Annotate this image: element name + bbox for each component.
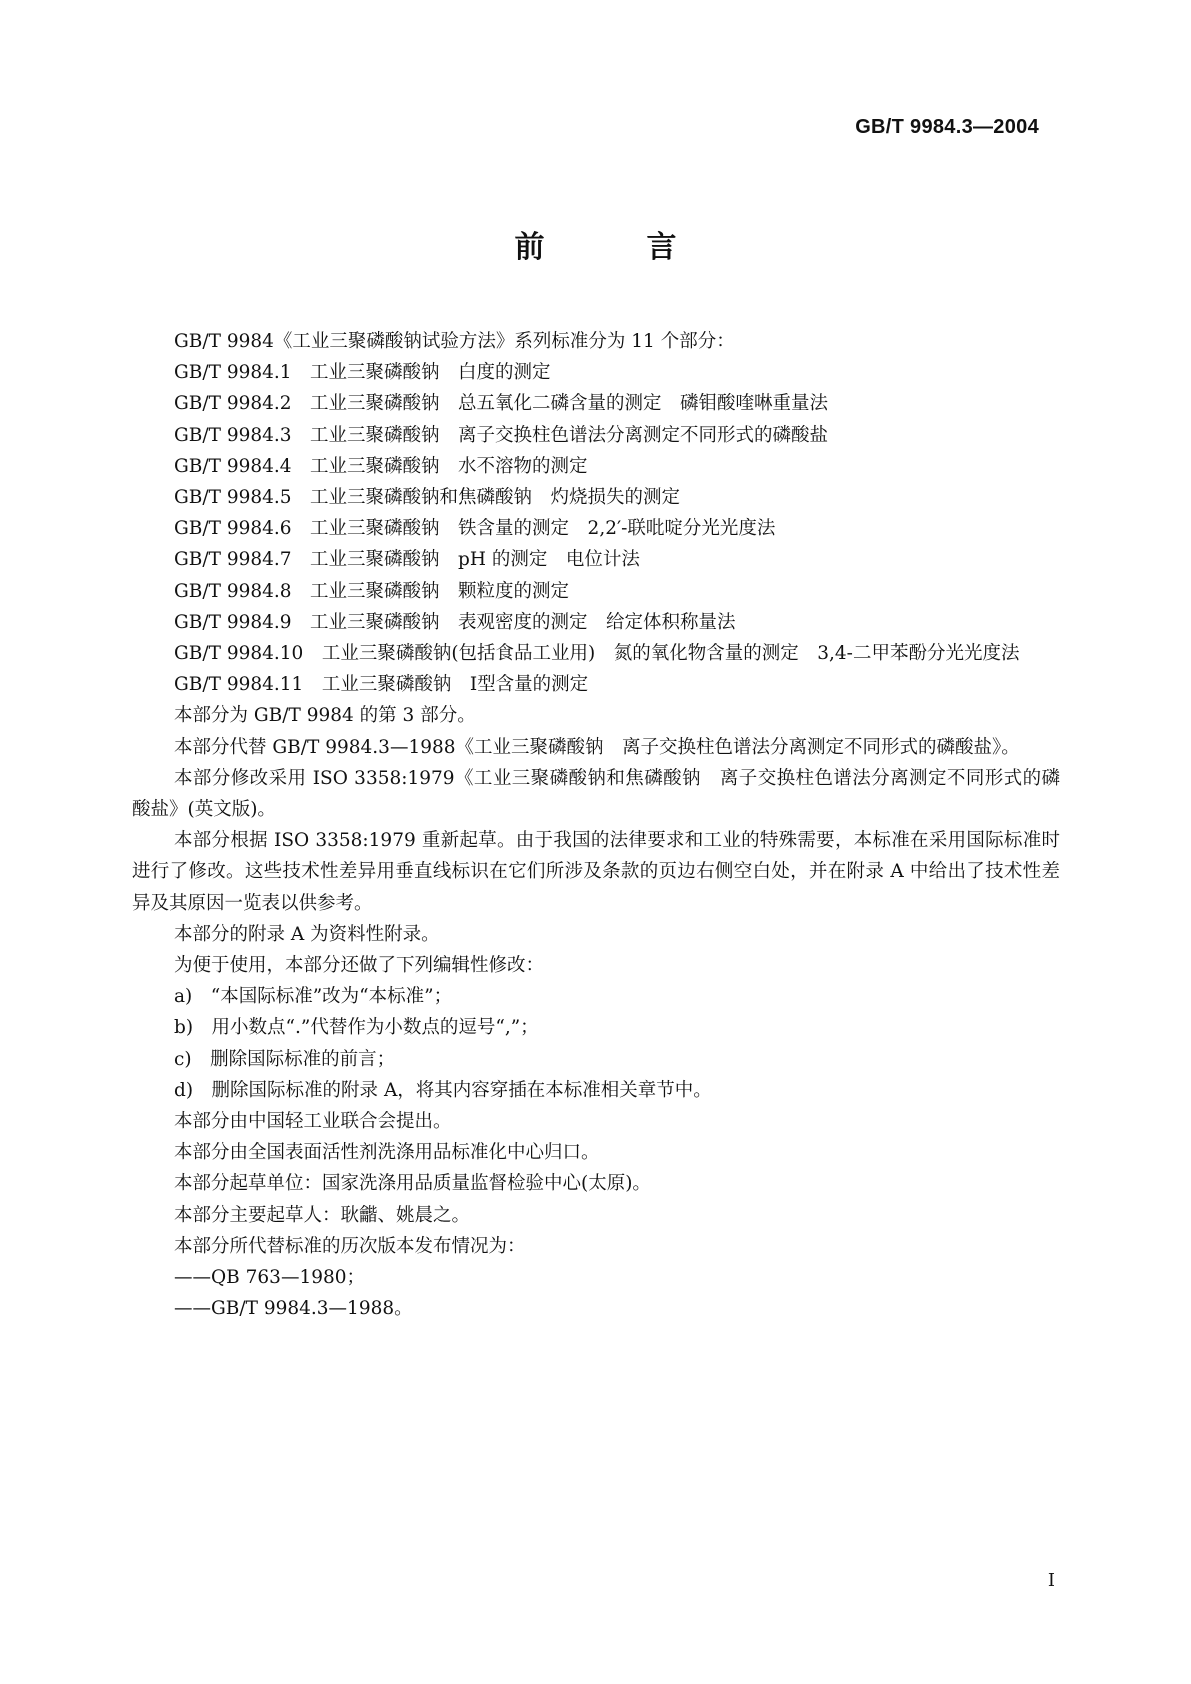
- paragraph-drafting-unit: 本部分起草单位：国家洗涤用品质量监督检验中心(太原)。: [174, 1173, 651, 1195]
- editorial-item-d: d) 删除国际标准的附录 A，将其内容穿插在本标准相关章节中。: [174, 1079, 712, 1101]
- list-item-part-10: GB/T 9984.10 工业三聚磷酸钠(包括食品工业用) 氮的氧化物含量的测定 3,4-二甲苯酚分光光度法: [174, 643, 1020, 665]
- editorial-item-c: c) 删除国际标准的前言；: [174, 1048, 396, 1070]
- list-item-part-5: GB/T 9984.5 工业三聚磷酸钠和焦磷酸钠 灼烧损失的测定: [174, 487, 681, 509]
- paragraph-adoption: 本部分修改采用 ISO 3358:1979《工业三聚磷酸钠和焦磷酸钠 离子交换柱色谱法分离测定不同形式的磷酸盐》(英文版)。: [132, 767, 1060, 821]
- list-item-part-1: GB/T 9984.1 工业三聚磷酸钠 白度的测定: [174, 362, 551, 384]
- page-title: 前 言: [514, 230, 713, 265]
- list-item-part-2: GB/T 9984.2 工业三聚磷酸钠 总五氧化二磷含量的测定 磷钼酸喹啉重量法: [174, 393, 829, 415]
- paragraph-part-number: 本部分为 GB/T 9984 的第 3 部分。: [174, 705, 476, 727]
- paragraph-series-intro: GB/T 9984《工业三聚磷酸钠试验方法》系列标准分为 11 个部分：: [174, 331, 735, 352]
- paragraph-editorial-intro: 为便于使用，本部分还做了下列编辑性修改：: [174, 955, 545, 977]
- standard-code: GB/T 9984.3—2004: [855, 116, 1039, 138]
- foreword-body: [132, 326, 1060, 1325]
- page-number: Ⅰ: [1047, 1570, 1055, 1591]
- history-item-1: ——QB 763—1980；: [174, 1267, 366, 1289]
- paragraph-redrafting: 本部分根据 ISO 3358:1979 重新起草。由于我国的法律要求和工业的特殊需要，本标准在采用国际标准时进行了修改。这些技术性差异用垂直线标识在它们所涉及条款的页边右侧空白处，并在附录 A 中给出了技术性差异及其原因一览表以供参考。: [132, 830, 1060, 914]
- list-item-part-8: GB/T 9984.8 工业三聚磷酸钠 颗粒度的测定: [174, 580, 570, 602]
- list-item-part-4: GB/T 9984.4 工业三聚磷酸钠 水不溶物的测定: [174, 455, 588, 477]
- history-item-2: ——GB/T 9984.3—1988。: [174, 1298, 413, 1320]
- paragraph-history-intro: 本部分所代替标准的历次版本发布情况为：: [174, 1235, 526, 1257]
- paragraph-drafters: 本部分主要起草人：耿龤、姚晨之。: [174, 1204, 471, 1226]
- list-item-part-3: GB/T 9984.3 工业三聚磷酸钠 离子交换柱色谱法分离测定不同形式的磷酸盐: [174, 424, 829, 446]
- paragraph-centralized-by: 本部分由全国表面活性剂洗涤用品标准化中心归口。: [174, 1142, 600, 1164]
- list-item-part-7: GB/T 9984.7 工业三聚磷酸钠 pH 的测定 电位计法: [174, 549, 640, 571]
- list-item-part-6: GB/T 9984.6 工业三聚磷酸钠 铁含量的测定 2,2′-联吡啶分光光度法: [174, 518, 776, 540]
- list-item-part-9: GB/T 9984.9 工业三聚磷酸钠 表观密度的测定 给定体积称量法: [174, 611, 736, 633]
- paragraph-annex: 本部分的附录 A 为资料性附录。: [174, 923, 440, 945]
- editorial-item-b: b) 用小数点“.”代替作为小数点的逗号“,”；: [174, 1017, 539, 1039]
- paragraph-replaces: 本部分代替 GB/T 9984.3—1988《工业三聚磷酸钠 离子交换柱色谱法分离测定不同形式的磷酸盐》。: [174, 736, 1020, 758]
- list-item-part-11: GB/T 9984.11 工业三聚磷酸钠 Ⅰ型含量的测定: [174, 674, 589, 696]
- paragraph-proposed-by: 本部分由中国轻工业联合会提出。: [174, 1111, 452, 1133]
- editorial-item-a: a) “本国际标准”改为“本标准”；: [174, 986, 453, 1008]
